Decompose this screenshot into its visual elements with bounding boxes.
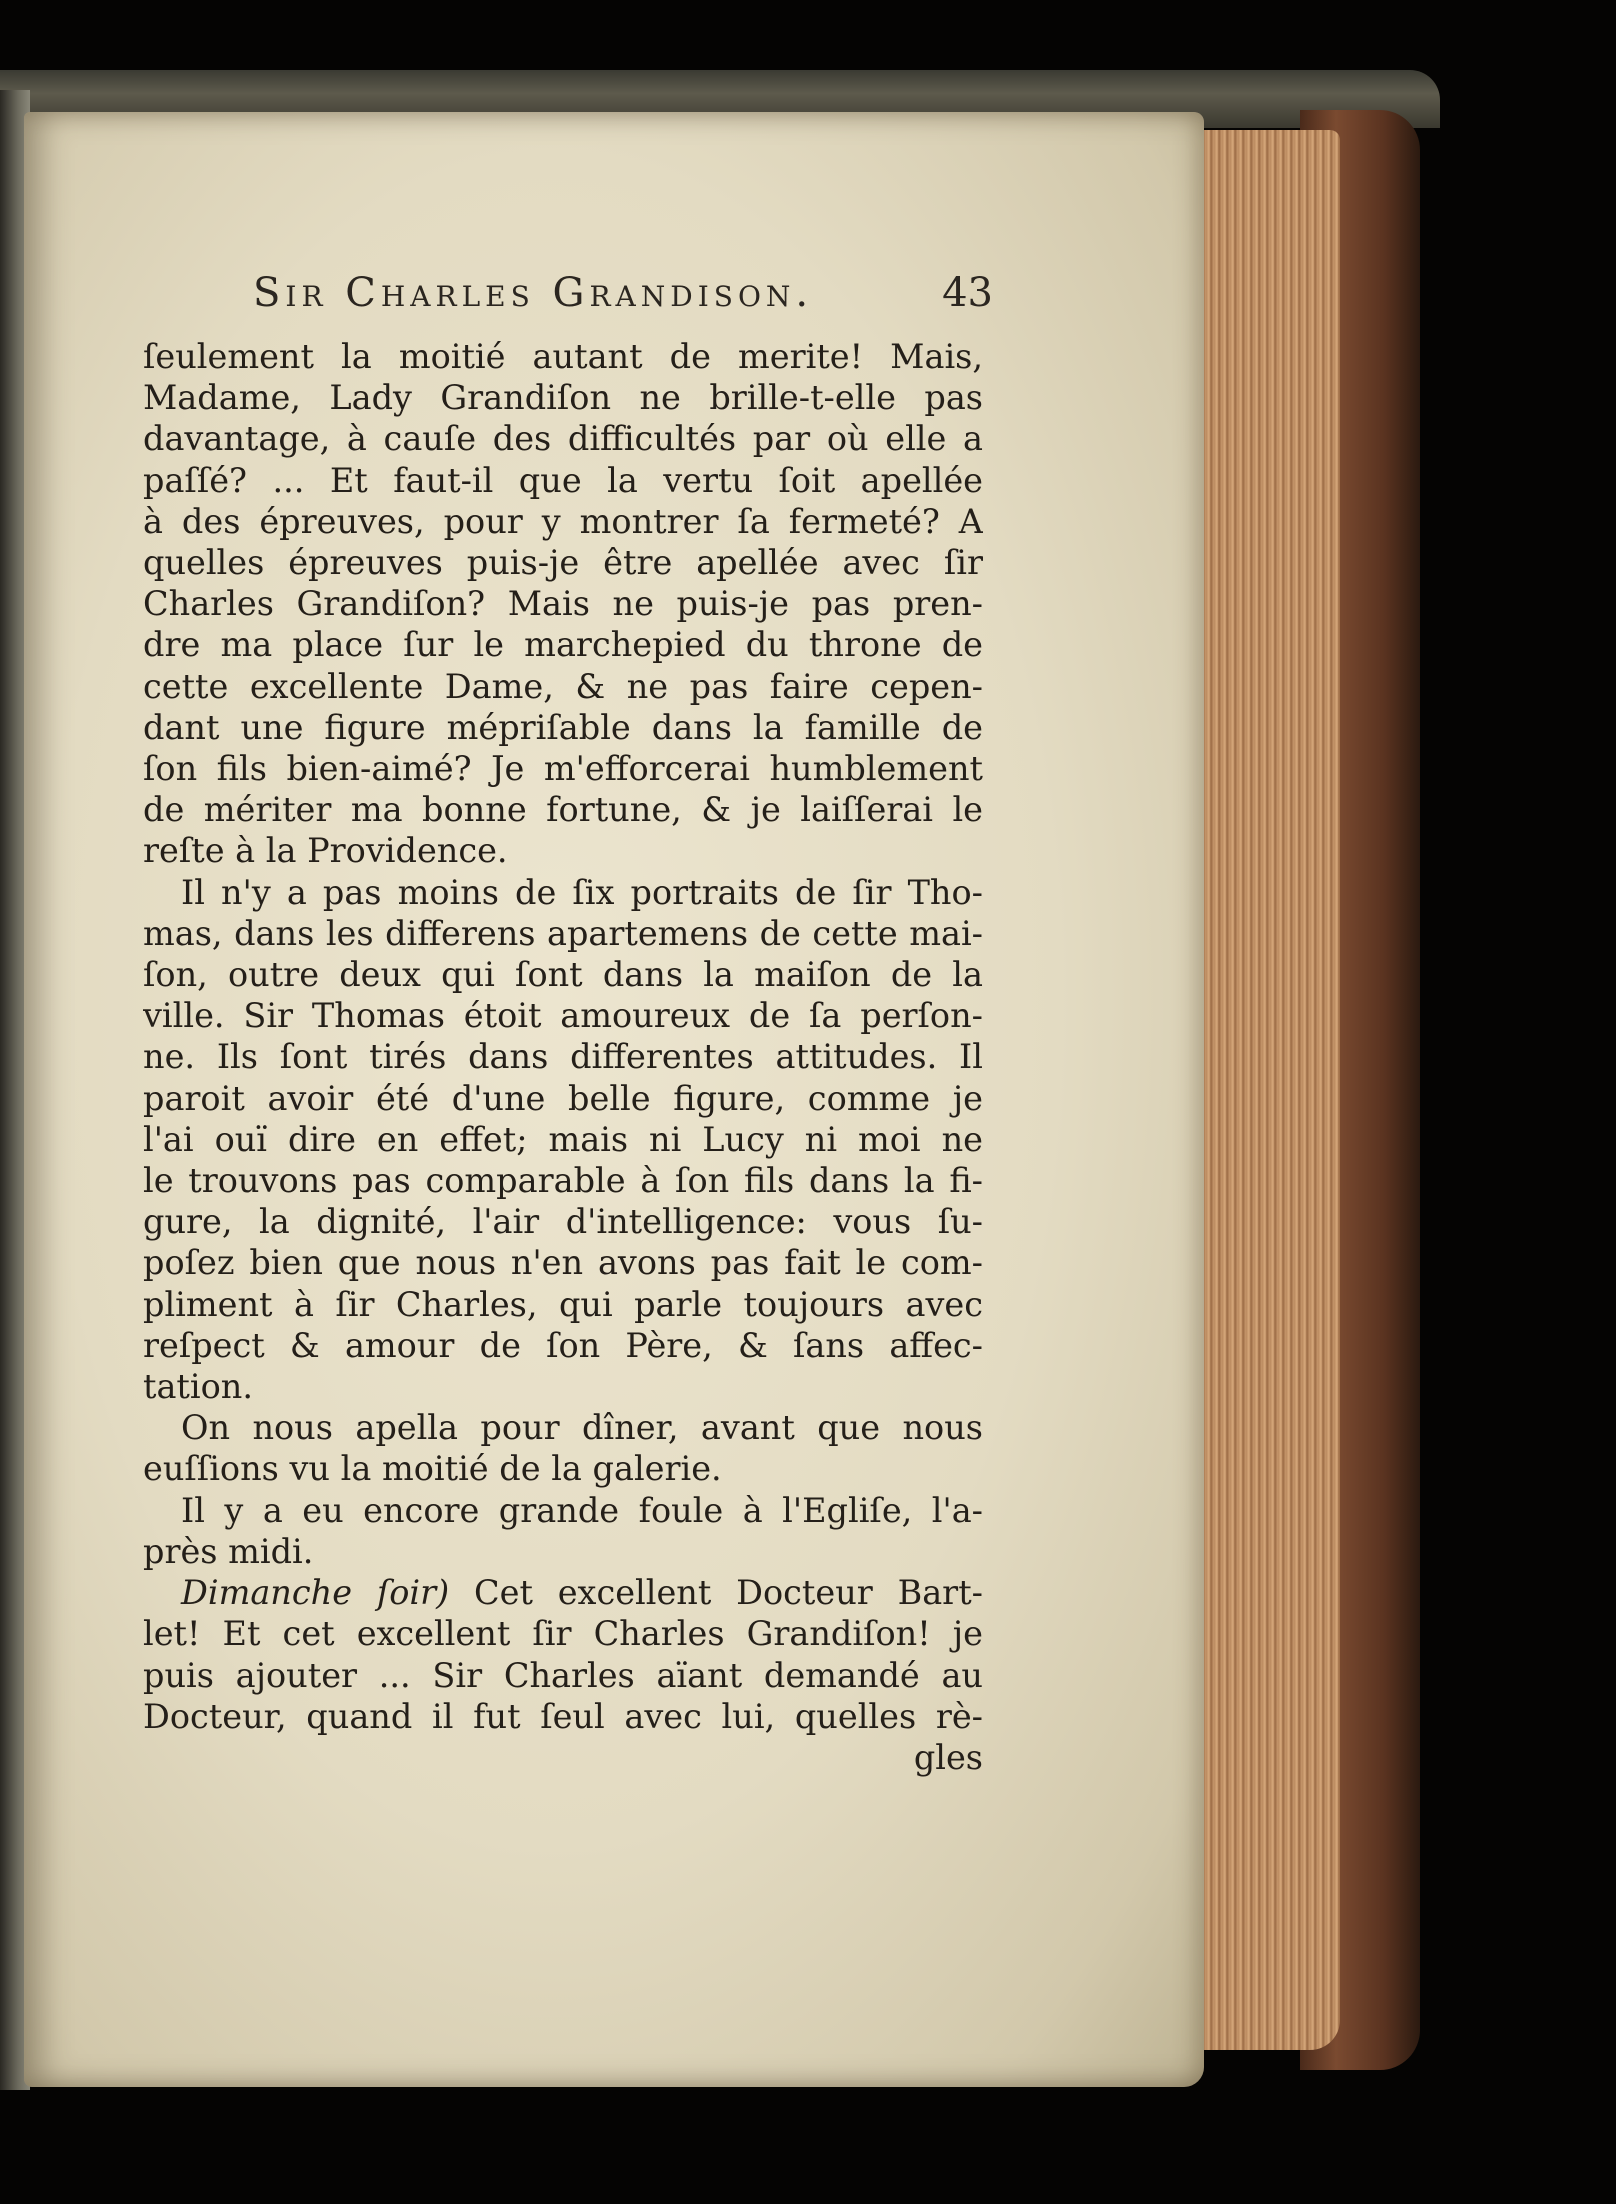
catchword: gles <box>913 1737 983 1777</box>
text-line: dant une figure mépriſable dans la famille de <box>143 707 983 747</box>
text-line: reſpect & amour de ſon Père, & ſans affec- <box>143 1325 983 1365</box>
page-edges <box>1190 130 1340 2050</box>
text-line: davantage, à cauſe des difficultés par où elle a <box>143 419 983 459</box>
running-title: Sir Charles Grandison. <box>253 270 814 316</box>
text-segment: Cet excellent Docteur Bart- <box>449 1573 983 1613</box>
text-line: reſte à la Providence. <box>143 831 508 871</box>
text-line: Il n'y a pas moins de ſix portraits de ſir Tho- <box>181 872 983 912</box>
text-line: ville. Sir Thomas étoit amoureux de ſa perſon- <box>143 996 983 1036</box>
text-line: quelles épreuves puis-je être apellée avec ſir <box>143 543 983 583</box>
text-line <box>143 1572 983 1613</box>
text-line: l'ai ouï dire en effet; mais ni Lucy ni moi ne <box>143 1119 983 1159</box>
text-line: puis ajouter ... Sir Charles aïant demandé au <box>143 1655 983 1695</box>
text-line: paſſé? ... Et faut-il que la vertu ſoit apellée <box>143 460 983 500</box>
text-line: paroit avoir été d'une belle figure, comme je <box>143 1078 983 1118</box>
text-line: le trouvons pas comparable à ſon fils dans la fi- <box>143 1161 983 1201</box>
text-line: ne. Ils ſont tirés dans differentes attitudes. Il <box>143 1037 983 1077</box>
text-line: ſon fils bien-aimé? Je m'efforcerai humblement <box>143 749 983 789</box>
text-line: tation. <box>143 1367 254 1407</box>
text-line: gure, la dignité, l'air d'intelligence: vous ſu- <box>143 1202 983 1242</box>
page-header <box>253 270 993 330</box>
text-line: à des épreuves, pour y montrer ſa fermeté? A <box>143 501 983 541</box>
text-line: Charles Grandiſon? Mais ne puis-je pas pren- <box>143 584 983 624</box>
text-line: ſon, outre deux qui ſont dans la maiſon de la <box>143 955 983 995</box>
text-line: pliment à ſir Charles, qui parle toujours avec <box>143 1284 983 1324</box>
text-line: poſez bien que nous n'en avons pas fait le com- <box>143 1243 983 1283</box>
text-line: Docteur, quand il fut ſeul avec lui, quelles rè- <box>143 1696 983 1736</box>
text-line: Il y a eu encore grande foule à l'Egliſe, l'a- <box>181 1490 983 1530</box>
text-line: mas, dans les differens apartemens de cette mai- <box>143 913 983 953</box>
text-line: dre ma place ſur le marchepied du throne de <box>143 625 983 665</box>
text-line: On nous apella pour dîner, avant que nous <box>181 1408 983 1448</box>
dated-heading: Dimanche ſoir) <box>181 1573 450 1613</box>
page-number: 43 <box>942 270 993 316</box>
page-body <box>143 336 983 1778</box>
text-line: let! Et cet excellent ſir Charles Grandiſon! je <box>143 1614 983 1654</box>
text-line: ſeulement la moitié autant de merite! Mais, <box>143 337 983 376</box>
text-line: de mériter ma bonne fortune, & je laiſſerai le <box>143 790 983 830</box>
text-line: cette excellente Dame, & ne pas faire cepen- <box>143 666 983 706</box>
text-line: euſſions vu la moitié de la galerie. <box>143 1449 722 1489</box>
text-line: Madame, Lady Grandiſon ne brille-t-elle pas <box>143 378 983 418</box>
text-line: près midi. <box>143 1531 314 1571</box>
